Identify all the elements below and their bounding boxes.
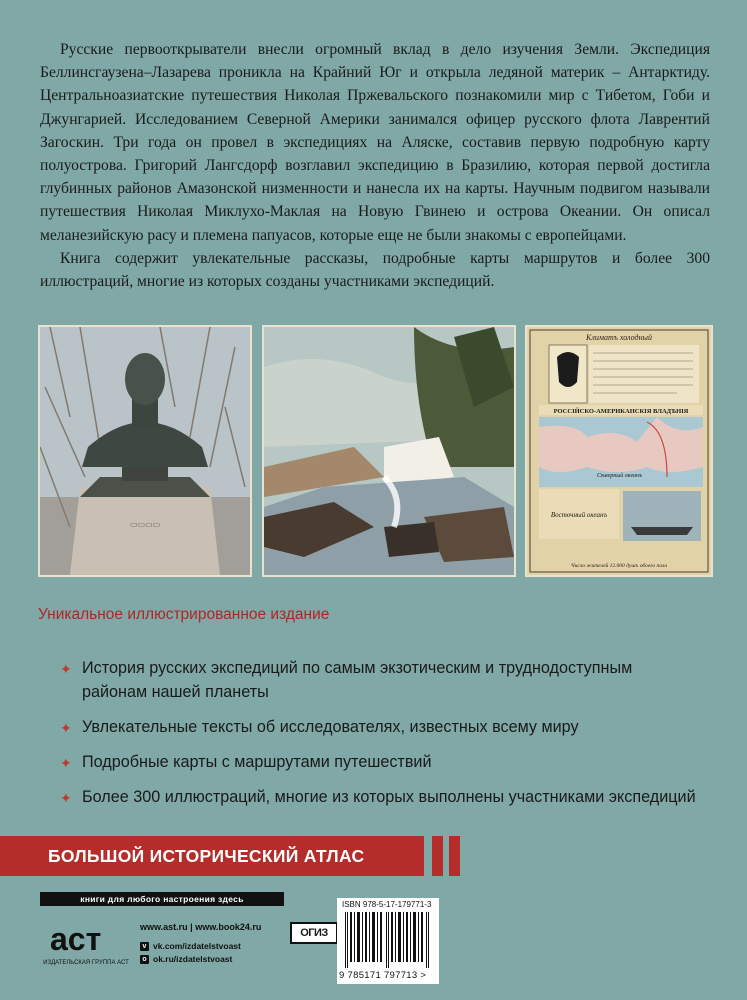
map-footer: Число жителей 12.000 душъ обоего пола bbox=[570, 563, 668, 569]
series-banner bbox=[0, 836, 424, 876]
publisher-links bbox=[140, 922, 261, 967]
websites-link[interactable]: www.ast.ru | www.book24.ru bbox=[140, 922, 262, 932]
svg-text:аст: аст bbox=[50, 921, 102, 957]
intro-paragraph-1: Русские первооткрыватели внесли огромный вклад в дело изучения Земли. Экспедиция Беллинсгаузена–Лазарева проникла на Крайний Юг и открыла ледяной материк – Антарктиду. Центральноазиатские путешествия Николая Пржевальского познакомили мир с Тибетом, Гоби и Джунгарией. Исследованием Северной Америки занимался офицер русского флота Лаврентий Загоскин. Три года он провел в экспедициях на Аляске, составив первую подробную карту полуострова. Григорий Лангсдорф возглавил экспедицию в Бразилию, которая первой достигла глубинных районов Амазонской низменности и нанесла их на карты. Научным подвигом называли путешествия Николая Миклухо-Маклая на Новую Гвинею и острова Океании. Он описал меланезийскую расу и племена папуасов, которые еще не были знакомы с европейцами. bbox=[40, 41, 710, 244]
map-title: РОССІЙСКО-АМЕРИКАНСКІЯ ВЛАДѢНІЯ bbox=[553, 408, 689, 415]
list-item: ✦ История русских экспедиций по самым экзотическим и труднодоступным районам нашей планеты bbox=[60, 659, 633, 701]
star-bullet-icon: ✦ bbox=[60, 755, 72, 771]
ast-logo bbox=[46, 916, 122, 976]
map-header: Климатъ холодный bbox=[586, 333, 652, 342]
bust-photo bbox=[38, 325, 252, 577]
map-ocean-east: Восточный океанъ bbox=[550, 511, 608, 519]
feature-list bbox=[60, 656, 700, 820]
list-item: ✦ Подробные карты с маршрутами путешествий bbox=[60, 750, 700, 774]
intro-paragraph-2: Книга содержит увлекательные рассказы, подробные карты маршрутов и более 300 иллюстраций, многие из которых созданы участниками экспедиций. bbox=[40, 249, 710, 291]
publisher-tagline: книги для любого настроения здесь bbox=[40, 892, 284, 906]
star-bullet-icon: ✦ bbox=[60, 661, 72, 677]
ok-link[interactable]: o ok.ru/izdatelstvoast bbox=[140, 954, 261, 964]
old-map-illustration bbox=[525, 325, 713, 577]
vk-icon: v bbox=[140, 942, 149, 951]
banner-accent-bar bbox=[449, 836, 460, 876]
barcode-bars bbox=[343, 912, 433, 968]
banner-accent-bar bbox=[432, 836, 443, 876]
barcode-digits: 9 785171 797713 > bbox=[339, 970, 427, 981]
vk-link[interactable]: v vk.com/izdatelstvoast bbox=[140, 941, 261, 951]
star-bullet-icon: ✦ bbox=[60, 790, 72, 806]
map-ocean-north: Сѣверный океанъ bbox=[597, 473, 643, 479]
waterfall-painting bbox=[262, 325, 516, 577]
star-bullet-icon: ✦ bbox=[60, 720, 72, 736]
svg-text:▭▭▭▭: ▭▭▭▭ bbox=[130, 520, 161, 529]
ogiz-logo: ОГИЗ bbox=[290, 922, 338, 944]
intro-text bbox=[40, 38, 710, 293]
isbn-text: ISBN 978-5-17-179771-3 bbox=[342, 900, 432, 909]
publisher-caption: ИЗДАТЕЛЬСКАЯ ГРУППА АСТ bbox=[43, 960, 129, 966]
series-title: БОЛЬШОЙ ИСТОРИЧЕСКИЙ АТЛАС bbox=[48, 845, 365, 866]
ok-icon: o bbox=[140, 955, 149, 964]
list-item: ✦ Увлекательные тексты об исследователях, известных всему миру bbox=[60, 715, 700, 739]
barcode bbox=[337, 898, 439, 984]
list-item: ✦ Более 300 иллюстраций, многие из которых выполнены участниками экспедиций bbox=[60, 785, 700, 809]
section-title: Уникальное иллюстрированное издание bbox=[38, 606, 330, 623]
